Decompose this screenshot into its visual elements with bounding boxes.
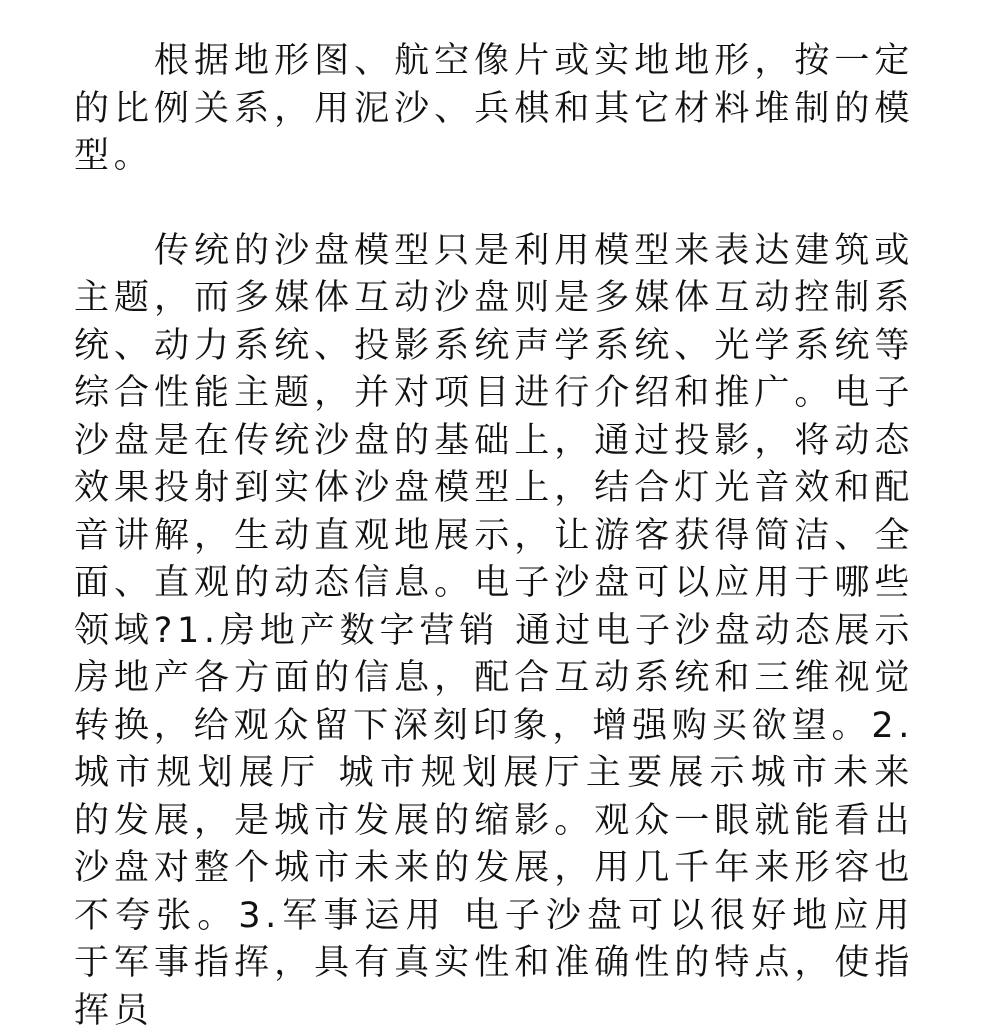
paragraph-definition: 根据地形图、航空像片或实地地形，按一定的比例关系，用泥沙、兵棋和其它材料堆制的模型。 bbox=[74, 38, 914, 181]
paragraph-electronic-sandbox: 传统的沙盘模型只是利用模型来表达建筑或主题，而多媒体互动沙盘则是多媒体互动控制系统、动力系统、投影系统声学系统、光学系统等综合性能主题，并对项目进行介绍和推广。电子沙盘是在传统沙盘的基础上，通过投影，将动态效果投射到实体沙盘模型上，结合灯光音效和配音讲解，生动直观地展示，让游客获得简洁、全面、直观的动态信息。电子沙盘可以应用于哪些领域?1.房地产数字营销 通过电子沙盘动态展示房地产各方面的信息，配合互动系统和三维视觉转换，给观众留下深刻印象，增强购买欲望。2.城市规划展厅 城市规划展厅主要展示城市未来的发展，是城市发展的缩影。观众一眼就能看出沙盘对整个城市未来的发展，用几千年来形容也不夸张。3.军事运用 电子沙盘可以很好地应用于军事指挥，具有真实性和准确性的特点，使指挥员 bbox=[74, 228, 914, 1035]
article-body bbox=[74, 38, 914, 1035]
